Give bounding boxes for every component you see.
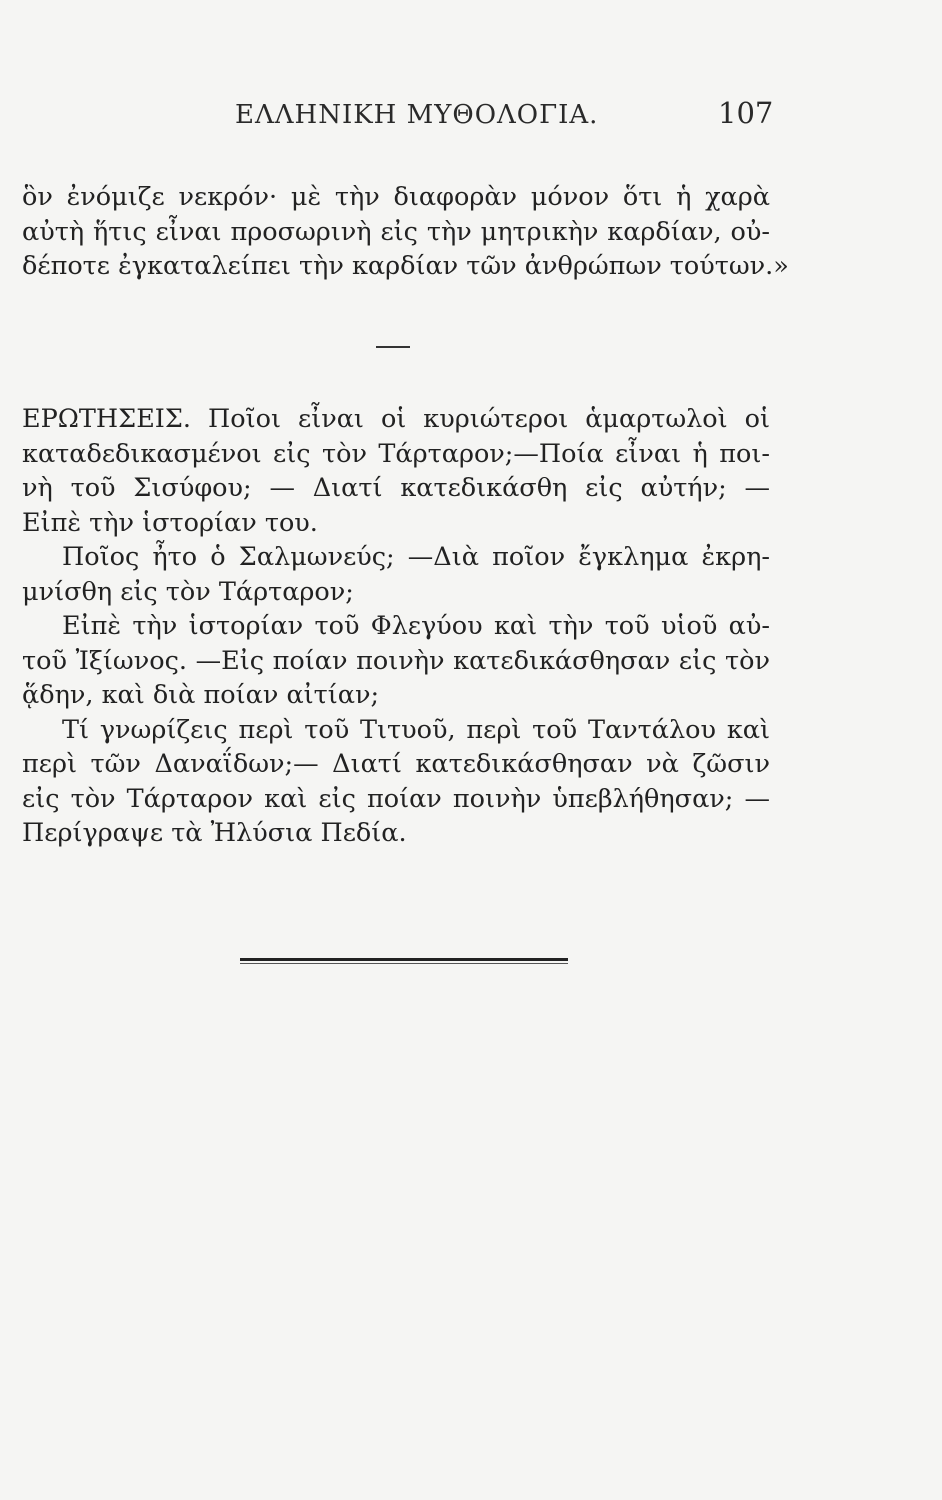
text-line: δέποτε ἐγκαταλείπει τὴν καρδίαν τῶν ἀνθρώπων τούτων.» xyxy=(22,251,789,281)
questions-section xyxy=(22,402,770,851)
text-line: μνίσθη εἰς τὸν Τάρταρον; xyxy=(22,576,354,607)
page-header xyxy=(0,96,942,140)
section-divider xyxy=(376,346,410,348)
text-line: Εἰπὲ τὴν ἱστορίαν τοῦ Φλεγύου καὶ τὴν τοῦ υἱοῦ αὐ- xyxy=(62,611,770,641)
text-line: Περίγραψε τὰ Ἠλύσια Πεδία. xyxy=(22,818,407,848)
text-line: περὶ τῶν Δαναΐδων;— Διατί κατεδικάσθησαν νὰ ζῶσιν xyxy=(22,749,770,779)
end-rule xyxy=(240,958,568,961)
questions-heading-line: ΕΡΩΤΗΣΕΙΣ. Ποῖοι εἶναι οἱ κυριώτεροι ἁμαρτωλοὶ οἱ xyxy=(22,404,770,434)
text-line: Τί γνωρίζεις περὶ τοῦ Τιτυοῦ, περὶ τοῦ Ταντάλου καὶ xyxy=(62,714,770,745)
text-line: Ποῖος ἦτο ὁ Σαλμωνεύς; —Διὰ ποῖον ἔγκλημα ἐκρη- xyxy=(62,542,770,572)
text-line: τοῦ Ἰξίωνος. —Εἰς ποίαν ποινὴν κατεδικάσθησαν εἰς τὸν xyxy=(22,645,770,676)
text-line: εἰς τὸν Τάρταρον καὶ εἰς ποίαν ποινὴν ὑπεβλήθησαν; — xyxy=(22,783,770,814)
text-line: ᾅδην, καὶ διὰ ποίαν αἰτίαν; xyxy=(22,680,380,710)
running-head: ΕΛΛΗΝΙΚΗ ΜΥΘΟΛΟΓΙΑ. xyxy=(235,100,599,130)
page-number: 107 xyxy=(718,96,774,130)
text-line: ὃν ἐνόμιζε νεκρόν· μὲ τὴν διαφορὰν μόνον ὅτι ἡ χαρὰ xyxy=(22,182,770,212)
text-line: νὴ τοῦ Σισύφου; — Διατί κατεδικάσθη εἰς αὐτήν; — xyxy=(22,473,770,503)
text-line: καταδεδικασμένοι εἰς τὸν Τάρταρον;—Ποία εἶναι ἡ ποι- xyxy=(22,438,770,469)
text-line: αὐτὴ ἥτις εἶναι προσωρινὴ εἰς τὴν μητρικὴν καρδίαν, οὐ- xyxy=(22,216,770,247)
closing-paragraph xyxy=(22,180,789,284)
text-line: Εἰπὲ τὴν ἱστορίαν του. xyxy=(22,507,318,538)
